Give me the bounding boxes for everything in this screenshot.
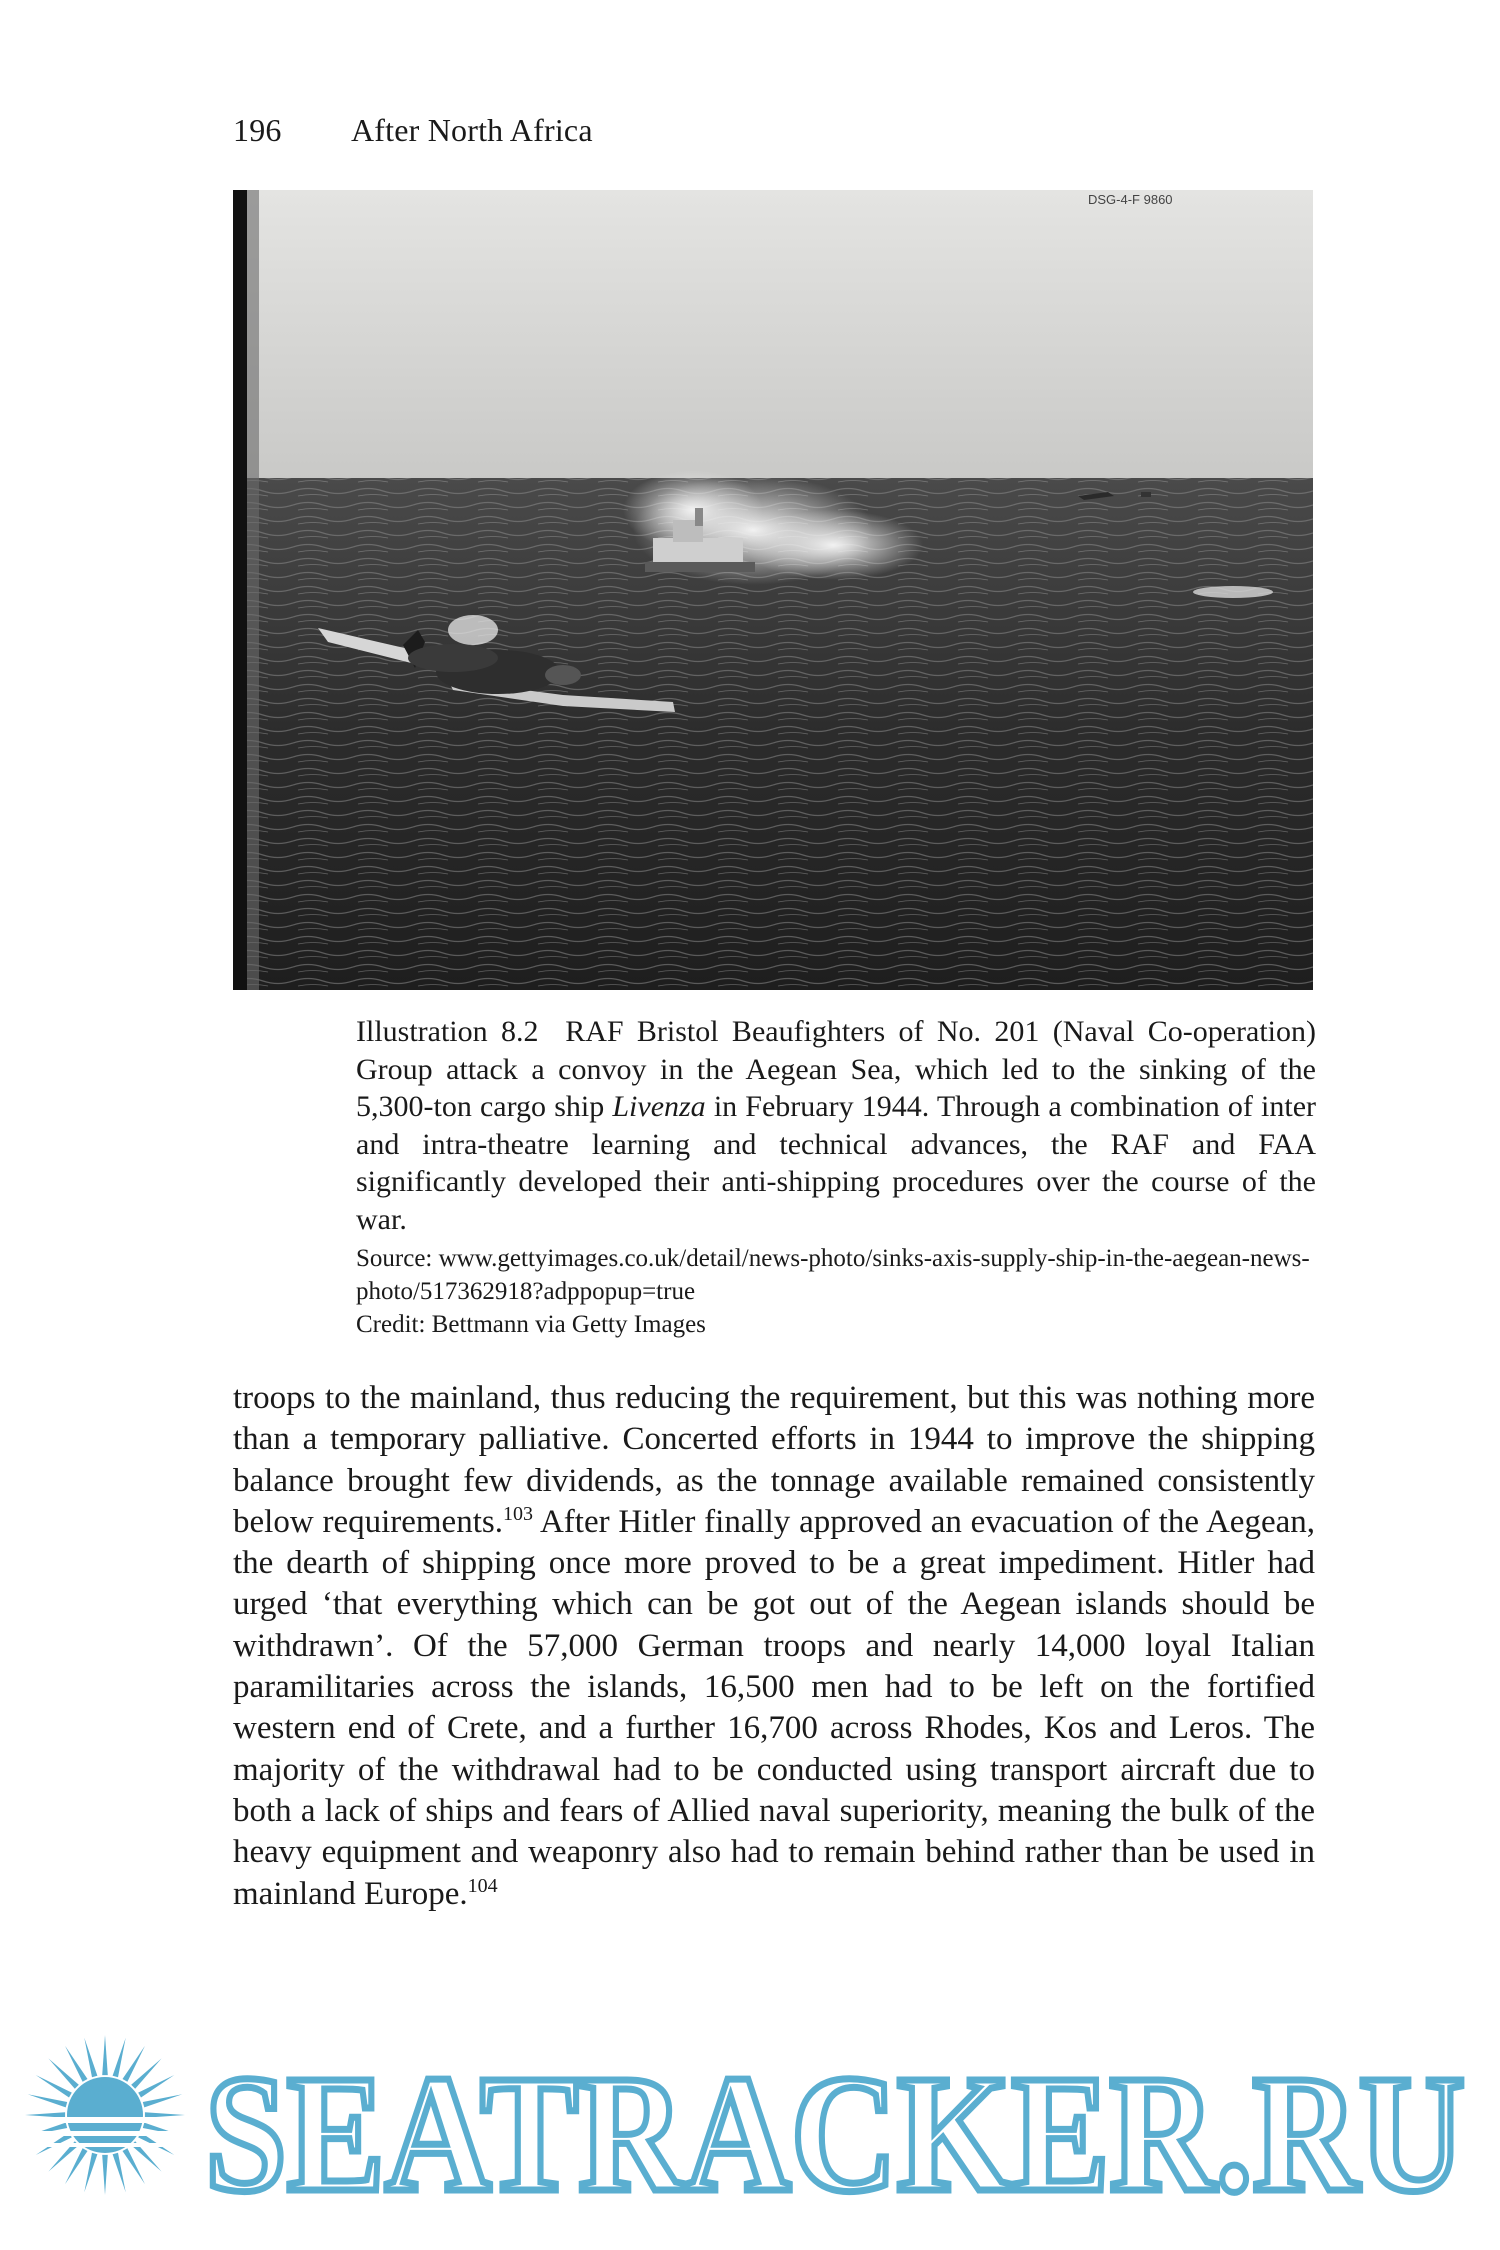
sun-ray [113, 2038, 126, 2078]
photo-reference-marking: DSG-4-F 9860 [1088, 192, 1173, 207]
watermark-text: SEATRACKER.RU [205, 2041, 1465, 2220]
caption-credit: Credit: Bettmann via Getty Images [356, 1311, 706, 1338]
sun-burst-icon [20, 2035, 195, 2195]
caption-body [356, 1013, 1316, 1238]
caption-source: Source: www.gettyimages.co.uk/detail/news-photo/sinks-axis-supply-ship-in-the-aegean-news-photo/517362918?adppopup=true [356, 1245, 1310, 1305]
watermark [20, 2020, 1480, 2220]
sun-ray [143, 2094, 183, 2107]
sun-ray [102, 2035, 108, 2075]
sun-ray [28, 2094, 68, 2107]
body-text-part-1: troops to the mainland, thus reducing the requirement, but this was nothing more than a temporary palliative. Concerted efforts in 1944 to improve the shipping balance brought few dividends, as the tonnage available remained consistently below requirements. [233, 1380, 1315, 1540]
running-header [233, 112, 593, 149]
sun-ray [145, 2112, 185, 2118]
body-paragraph [233, 1378, 1315, 1915]
body-text-part-2: After Hitler finally approved an evacuation of the Aegean, the dearth of shipping once more proved to be a great impediment. Hitler had urged ‘that everything which can be got out of the Aegean islands should be withdrawn’. Of the 57,000 German troops and nearly 14,000 loyal Italian paramilitaries across the islands, 16,500 men had to be left on the fortified western end of Crete, and a further 16,700 across Rhodes, Kos and Leros. The majority of the withdrawal had to be conducted using transport aircraft due to both a lack of ships and fears of Allied naval superiority, meaning the bulk of the heavy equipment and weaponry also had to remain behind rather than be used in mainland Europe. [233, 1503, 1315, 1912]
figure-photo [233, 190, 1313, 990]
caption-ship-name: Livenza [612, 1090, 706, 1123]
sun-ray [102, 2155, 108, 2195]
sun-ray [25, 2112, 65, 2118]
caption-text: RAF Bristol Beaufighters of No. 201 (Naval Co-operation) Group attack a convoy in the Aegean Sea, which led to the sinking of the 5,300-ton cargo ship [356, 1015, 1316, 1123]
footnote-ref-103: 103 [502, 1502, 533, 1525]
caption-label: Illustration 8.2 [356, 1015, 539, 1048]
sun-ray [84, 2153, 97, 2193]
running-title: After North Africa [351, 112, 593, 148]
footnote-ref-104: 104 [467, 1874, 498, 1897]
photo-sky [247, 190, 1313, 480]
caption-text-continued: in February 1944. Through a combination of inter and intra-theatre learning and technical advances, the RAF and FAA significantly developed their anti-shipping procedures over the course of the war. [356, 1090, 1317, 1236]
page-number: 196 [233, 112, 282, 148]
figure-caption [356, 1013, 1316, 1341]
sun-ray [84, 2038, 97, 2078]
sun-ray [113, 2153, 126, 2193]
